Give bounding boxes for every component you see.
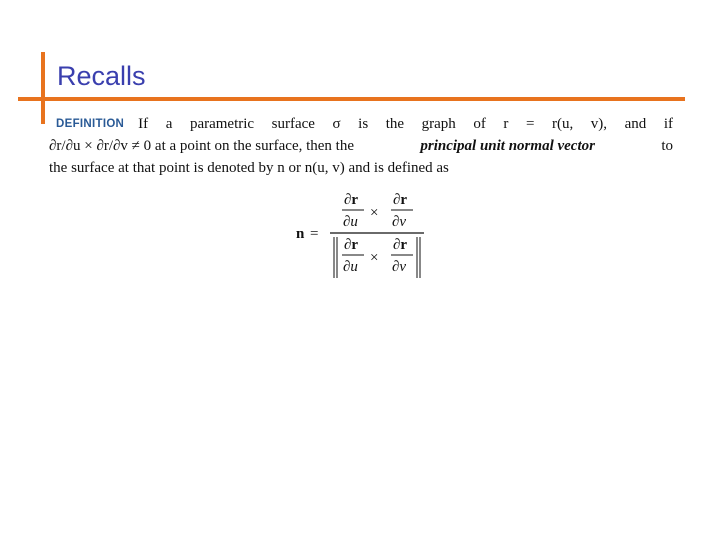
accent-vertical-bar (41, 52, 45, 124)
definition-block (49, 113, 673, 179)
formula-equals: = (310, 226, 319, 242)
definition-line-3 (49, 157, 673, 179)
numerator-partial-u: ∂u (343, 214, 358, 230)
emphasized-term: principal unit normal vector (420, 138, 595, 154)
numerator-times: × (370, 205, 379, 221)
unit-normal-formula (296, 190, 436, 285)
definition-text-2b: to (661, 138, 673, 154)
denominator-partial-v: ∂v (392, 259, 407, 275)
definition-label: DEFINITION (56, 118, 125, 130)
definition-line-1 (49, 113, 673, 135)
numerator-partial-v: ∂v (392, 214, 407, 230)
denominator-partial-r-1: ∂r (344, 237, 359, 253)
definition-text-1: If a parametric surface σ is the graph of r = r(u, v), and if (138, 116, 673, 132)
definition-line-2 (49, 135, 673, 157)
denominator-partial-r-2: ∂r (393, 237, 408, 253)
slide-title: Recalls (57, 61, 146, 91)
formula-lhs: n (296, 226, 305, 242)
denominator-partial-u: ∂u (343, 259, 358, 275)
numerator-partial-r-1: ∂r (344, 192, 359, 208)
denominator-times: × (370, 250, 379, 266)
definition-text-2: ∂r/∂u × ∂r/∂v ≠ 0 at a point on the surface, then the (49, 138, 355, 154)
numerator-partial-r-2: ∂r (393, 192, 408, 208)
accent-horizontal-bar (18, 97, 685, 101)
definition-text-3: the surface at that point is denoted by n or n(u, v) and is defined as (49, 160, 449, 176)
